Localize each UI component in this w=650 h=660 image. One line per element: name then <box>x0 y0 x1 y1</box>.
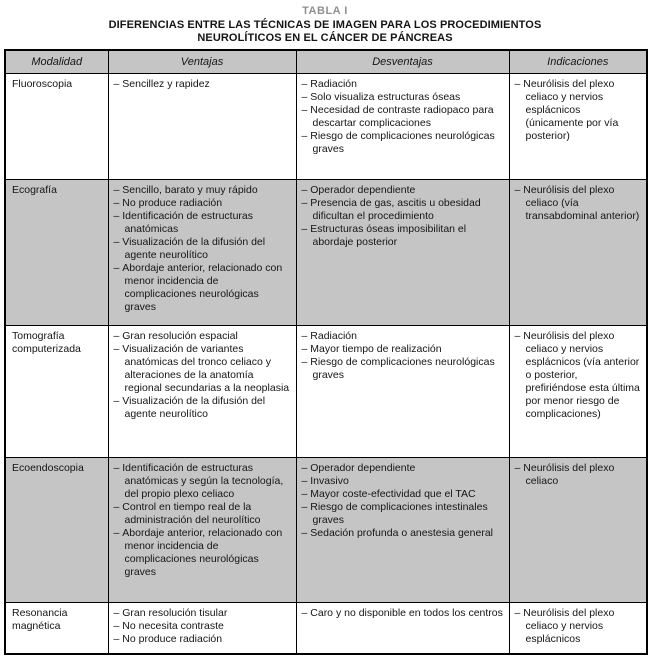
header-row <box>5 50 647 73</box>
indicaciones-cell <box>509 602 647 654</box>
column-header-modalidad: Modalidad <box>5 50 108 73</box>
list-item: – Estructuras óseas imposibilitan el abordaje posterior <box>302 223 504 249</box>
table-title: TABLA I <box>302 5 348 17</box>
indicaciones-cell <box>509 73 647 179</box>
list-item: – Radiación <box>302 78 504 91</box>
list-item: – Gran resolución tisular <box>114 607 291 620</box>
table-row <box>5 73 647 179</box>
table-caption <box>0 0 650 45</box>
table-row <box>5 457 647 602</box>
list-item: – Identificación de estructuras anatómicas <box>114 210 291 236</box>
ventajas-cell <box>108 179 296 325</box>
comparison-table <box>4 49 648 655</box>
ventajas-cell <box>108 73 296 179</box>
list-item: – Sencillez y rapidez <box>114 78 291 91</box>
list-item: – Control en tiempo real de la administración del neurolítico <box>114 501 291 527</box>
desventajas-cell <box>296 73 509 179</box>
ventajas-cell <box>108 602 296 654</box>
list-item: – Neurólisis del plexo celiaco (vía transabdominal anterior) <box>515 184 642 223</box>
list-item: – No produce radiación <box>114 633 291 646</box>
list-item: – Mayor coste-efectividad que el TAC <box>302 488 504 501</box>
list-item: – Gran resolución espacial <box>114 330 291 343</box>
list-item: – Sencillo, barato y muy rápido <box>114 184 291 197</box>
list-item: – Operador dependiente <box>302 184 504 197</box>
indicaciones-cell <box>509 325 647 457</box>
desventajas-cell <box>296 457 509 602</box>
list-item: – Neurólisis del plexo celiaco y nervios esplácnicos <box>515 607 642 646</box>
desventajas-cell <box>296 179 509 325</box>
list-item: – Neurólisis del plexo celiaco <box>515 462 642 488</box>
list-item: – No necesita contraste <box>114 620 291 633</box>
column-header-indicaciones: Indicaciones <box>509 50 647 73</box>
list-item: – Invasivo <box>302 475 504 488</box>
list-item: – Presencia de gas, ascitis u obesidad dificultan el procedimiento <box>302 197 504 223</box>
list-item: – Visualización de la difusión del agente neurolítico <box>114 395 291 421</box>
ventajas-cell <box>108 457 296 602</box>
table-row <box>5 179 647 325</box>
list-item: – Identificación de estructuras anatómicas y según la tecnología, del propio plexo celiaco <box>114 462 291 501</box>
table-subtitle-line-1: DIFERENCIAS ENTRE LAS TÉCNICAS DE IMAGEN PARA LOS PROCEDIMIENTOS <box>108 19 542 31</box>
desventajas-cell <box>296 325 509 457</box>
list-item: – Abordaje anterior, relacionado con menor incidencia de complicaciones neurológicas graves <box>114 527 291 579</box>
column-header-desventajas: Desventajas <box>296 50 509 73</box>
modality-cell: Fluoroscopia <box>5 73 108 179</box>
list-item: – Riesgo de complicaciones intestinales graves <box>302 501 504 527</box>
list-item: – Riesgo de complicaciones neurológicas graves <box>302 130 504 156</box>
indicaciones-cell <box>509 179 647 325</box>
table-row <box>5 602 647 654</box>
table-body <box>5 73 647 654</box>
list-item: – Neurólisis del plexo celiaco y nervios esplácnicos (únicamente por vía posterior) <box>515 78 642 143</box>
modality-cell: Ecografía <box>5 179 108 325</box>
list-item: – Neurólisis del plexo celiaco y nervios esplácnicos (vía anterior o posterior, prefiriéndose esta última por menor riesgo de complicaciones) <box>515 330 642 421</box>
desventajas-cell <box>296 602 509 654</box>
modality-cell: Resonancia magnética <box>5 602 108 654</box>
list-item: – Visualización de variantes anatómicas del tronco celiaco y alteraciones de la anatomía regional secundarias a la neoplasia <box>114 343 291 395</box>
list-item: – Riesgo de complicaciones neurológicas graves <box>302 356 504 382</box>
modality-cell: Tomografía computerizada <box>5 325 108 457</box>
list-item: – Abordaje anterior, relacionado con menor incidencia de complicaciones neurológicas graves <box>114 262 291 314</box>
list-item: – Necesidad de contraste radiopaco para descartar complicaciones <box>302 104 504 130</box>
list-item: – No produce radiación <box>114 197 291 210</box>
list-item: – Sedación profunda o anestesia general <box>302 527 504 540</box>
list-item: – Operador dependiente <box>302 462 504 475</box>
table-row <box>5 325 647 457</box>
list-item: – Caro y no disponible en todos los centros <box>302 607 504 620</box>
table-subtitle-line-2: NEUROLÍTICOS EN EL CÁNCER DE PÁNCREAS <box>197 32 453 44</box>
list-item: – Mayor tiempo de realización <box>302 343 504 356</box>
ventajas-cell <box>108 325 296 457</box>
list-item: – Solo visualiza estructuras óseas <box>302 91 504 104</box>
list-item: – Radiación <box>302 330 504 343</box>
indicaciones-cell <box>509 457 647 602</box>
modality-cell: Ecoendoscopia <box>5 457 108 602</box>
column-header-ventajas: Ventajas <box>108 50 296 73</box>
list-item: – Visualización de la difusión del agente neurolítico <box>114 236 291 262</box>
